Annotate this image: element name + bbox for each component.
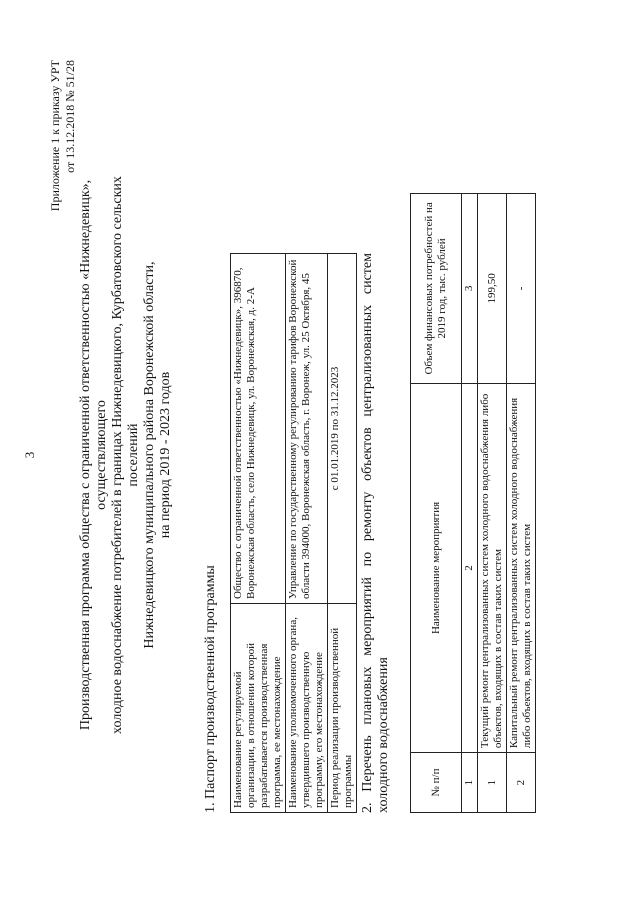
- section-2-heading: [360, 253, 392, 813]
- measure-name: Текущий ремонт централизованных систем холодного водоснабжения либо объектов, входящих в состав таких систем: [478, 383, 507, 752]
- column-header: № п/п: [411, 753, 462, 813]
- table-header-row: [411, 194, 462, 813]
- passport-label: Наименование уполномоченного органа, утвердившего производственную программу, его местонахождение: [286, 604, 328, 813]
- section-2-heading-text: 2. Перечень плановых мероприятий по ремонту объектов централизованных систем холодного водоснабжения: [360, 253, 391, 813]
- annex-note: [48, 60, 78, 211]
- column-number-row: [462, 194, 478, 813]
- page-number: 3: [22, 451, 37, 459]
- passport-value: Управление по государственному регулированию тарифов Воронежской области 394000, Воронежская область, г. Воронеж, ул. 25 Октября, 45: [286, 254, 328, 604]
- passport-table: [230, 253, 357, 813]
- table-row: [286, 254, 328, 813]
- row-number: 2: [507, 753, 536, 813]
- passport-label: Наименование регулируемой организации, в отношении которой разрабатывается производственная программа, ее местонахождение: [231, 604, 286, 813]
- annex-line-1: Приложение 1 к приказу УРТ: [48, 60, 62, 212]
- passport-label: Период реализации производственной программы: [328, 604, 357, 813]
- document-title: [78, 145, 174, 765]
- table-row: [478, 194, 507, 813]
- passport-value: с 01.01.2019 по 31.12.2023: [328, 254, 357, 604]
- measures-table: [410, 193, 536, 813]
- column-number: 3: [462, 194, 478, 384]
- column-number: 2: [462, 383, 478, 752]
- column-header: Наименование мероприятия: [411, 383, 462, 752]
- section-1-heading: 1. Паспорт производственной программы: [203, 565, 218, 813]
- measure-name: Капитальный ремонт централизованных систем холодного водоснабжения либо объектов, входящих в состав таких систем: [507, 383, 536, 752]
- table-row: [231, 254, 286, 813]
- title-line-1: Производственная программа общества с ограниченной ответственностью «Нижнедевицк», осуществляющего: [78, 179, 109, 731]
- title-line-3: Нижнедевицкого муниципального района Воронежской области,: [142, 261, 157, 649]
- title-line-4: на период 2019 - 2023 годов: [158, 371, 173, 539]
- measure-value: -: [507, 194, 536, 384]
- row-number: 1: [478, 753, 507, 813]
- table-row: [507, 194, 536, 813]
- passport-value: Общество с ограниченной ответственностью «Нижнедевицк», 396870, Воронежская область, село Нижнедевицк, ул. Воронежская, д. 2-А: [231, 254, 286, 604]
- measure-value: 199,50: [478, 194, 507, 384]
- column-number: 1: [462, 753, 478, 813]
- column-header: Объем финансовых потребностей на 2019 год, тыс. рублей: [411, 194, 462, 384]
- table-row: [328, 254, 357, 813]
- annex-line-2: от 13.12.2018 № 51/28: [63, 60, 77, 173]
- title-line-2: холодное водоснабжение потребителей в границах Нижнедевицкого, Курбатовского сельских поселений: [110, 176, 141, 734]
